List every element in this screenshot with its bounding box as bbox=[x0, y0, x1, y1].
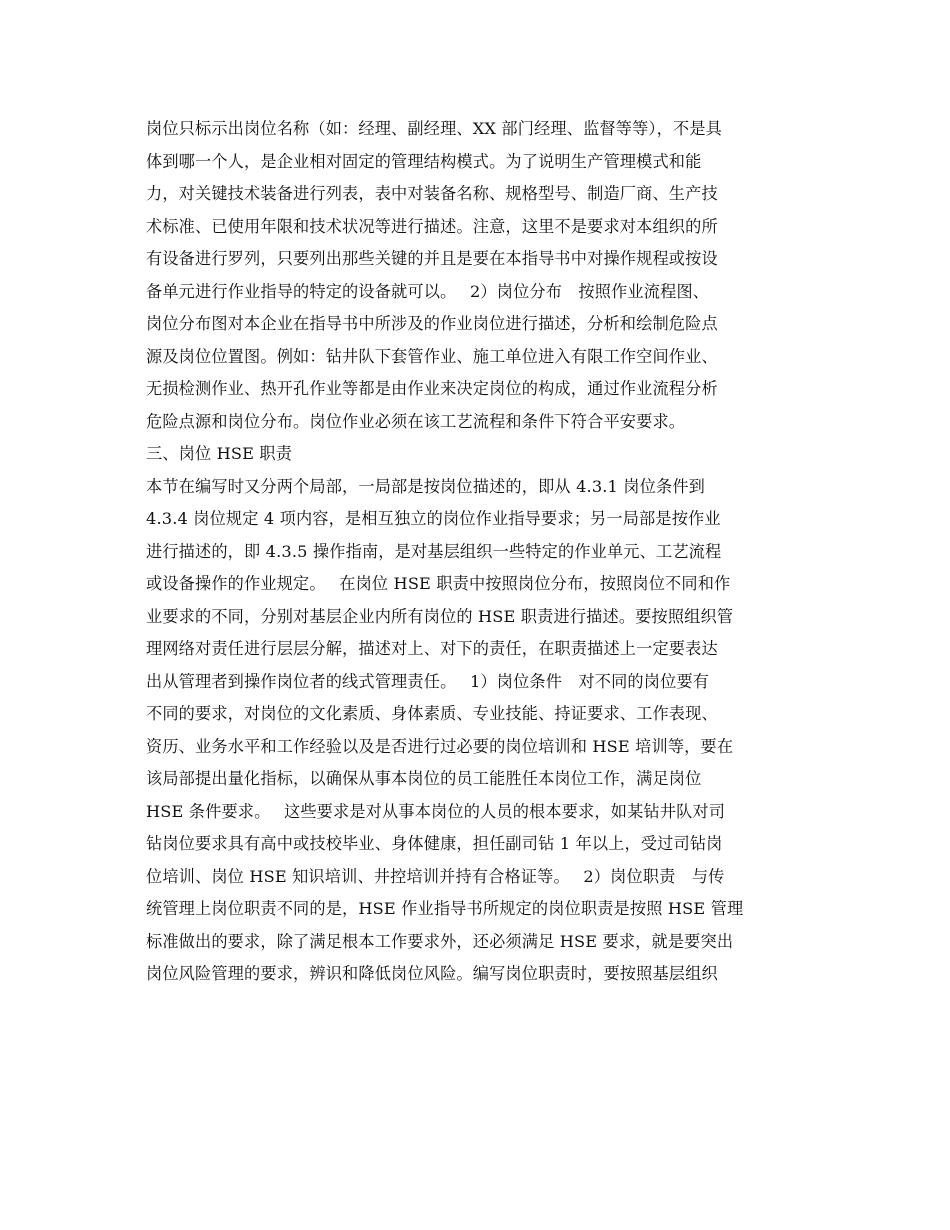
text-line: 资历、业务水平和工作经验以及是否进行过必要的岗位培训和 HSE 培训等，要在 bbox=[146, 736, 734, 756]
text-line: 危险点源和岗位分布。岗位作业必须在该工艺流程和条件下符合平安要求。 bbox=[146, 411, 686, 431]
text-line: 进行描述的，即 4.3.5 操作指南，是对基层组织一些特定的作业单元、工艺流程 bbox=[146, 541, 722, 561]
text-line: 无损检测作业、热开孔作业等都是由作业来决定岗位的构成，通过作业流程分析 bbox=[146, 379, 718, 398]
text-line: 不同的要求，对岗位的文化素质、身体素质、专业技能、持证要求、工作表现、 bbox=[146, 704, 718, 723]
text-line: 岗位风险管理的要求，辨识和降低岗位风险。编写岗位职责时，要按照基层组织 bbox=[146, 964, 718, 983]
text-line: 钻岗位要求具有高中或技校毕业、身体健康，担任副司钻 1 年以上，受过司钻岗 bbox=[146, 834, 723, 853]
text-line: 位培训、岗位 HSE 知识培训、井控培训并持有合格证等。 2）岗位职责 与传 bbox=[146, 866, 725, 886]
text-line: 出从管理者到操作岗位者的线式管理责任。 1）岗位条件 对不同的岗位要有 bbox=[146, 671, 710, 691]
text-line: 术标准、已使用年限和技术状况等进行描述。注意，这里不是要求对本组织的所 bbox=[146, 216, 718, 236]
text-line: HSE 条件要求。 这些要求是对从事本岗位的人员的根本要求，如某钻井队对司 bbox=[146, 801, 726, 821]
text-line: 理网络对责任进行层层分解，描述对上、对下的责任，在职责描述上一定要表达 bbox=[146, 639, 718, 658]
text-line: 源及岗位位置图。例如：钻井队下套管作业、施工单位进入有限工作空间作业、 bbox=[146, 346, 718, 366]
section-heading: 三、岗位 HSE 职责 bbox=[146, 444, 293, 463]
text-line: 或设备操作的作业规定。 在岗位 HSE 职责中按照岗位分布，按照岗位不同和作 bbox=[146, 574, 731, 593]
text-line: 体到哪一个人，是企业相对固定的管理结构模式。为了说明生产管理模式和能 bbox=[146, 151, 702, 171]
text-line: 力，对关键技术装备进行列表，表中对装备名称、规格型号、制造厂商、生产技 bbox=[146, 184, 718, 203]
text-line: 本节在编写时又分两个局部，一局部是按岗位描述的，即从 4.3.1 岗位条件到 bbox=[146, 476, 705, 496]
text-line: 备单元进行作业指导的特定的设备就可以。 2）岗位分布 按照作业流程图、 bbox=[146, 281, 710, 301]
text-line: 业要求的不同，分别对基层企业内所有岗位的 HSE 职责进行描述。要按照组织管 bbox=[146, 606, 734, 626]
text-line: 有设备进行罗列，只要列出那些关键的并且是要在本指导书中对操作规程或按设 bbox=[146, 249, 718, 268]
text-line: 标准做出的要求，除了满足根本工作要求外，还必须满足 HSE 要求，就是要突出 bbox=[146, 931, 734, 951]
text-line: 该局部提出量化指标，以确保从事本岗位的员工能胜任本岗位工作，满足岗位 bbox=[146, 769, 702, 788]
text-line: 岗位分布图对本企业在指导书中所涉及的作业岗位进行描述，分析和绘制危险点 bbox=[146, 314, 718, 333]
text-line: 统管理上岗位职责不同的是，HSE 作业指导书所规定的岗位职责是按照 HSE 管理 bbox=[146, 899, 744, 918]
text-line: 4.3.4 岗位规定 4 项内容，是相互独立的岗位作业指导要求；另一局部是按作业 bbox=[146, 509, 721, 528]
text-line: 岗位只标示出岗位名称（如：经理、副经理、XX 部门经理、监督等等），不是具 bbox=[146, 119, 723, 138]
body-text bbox=[146, 113, 816, 991]
